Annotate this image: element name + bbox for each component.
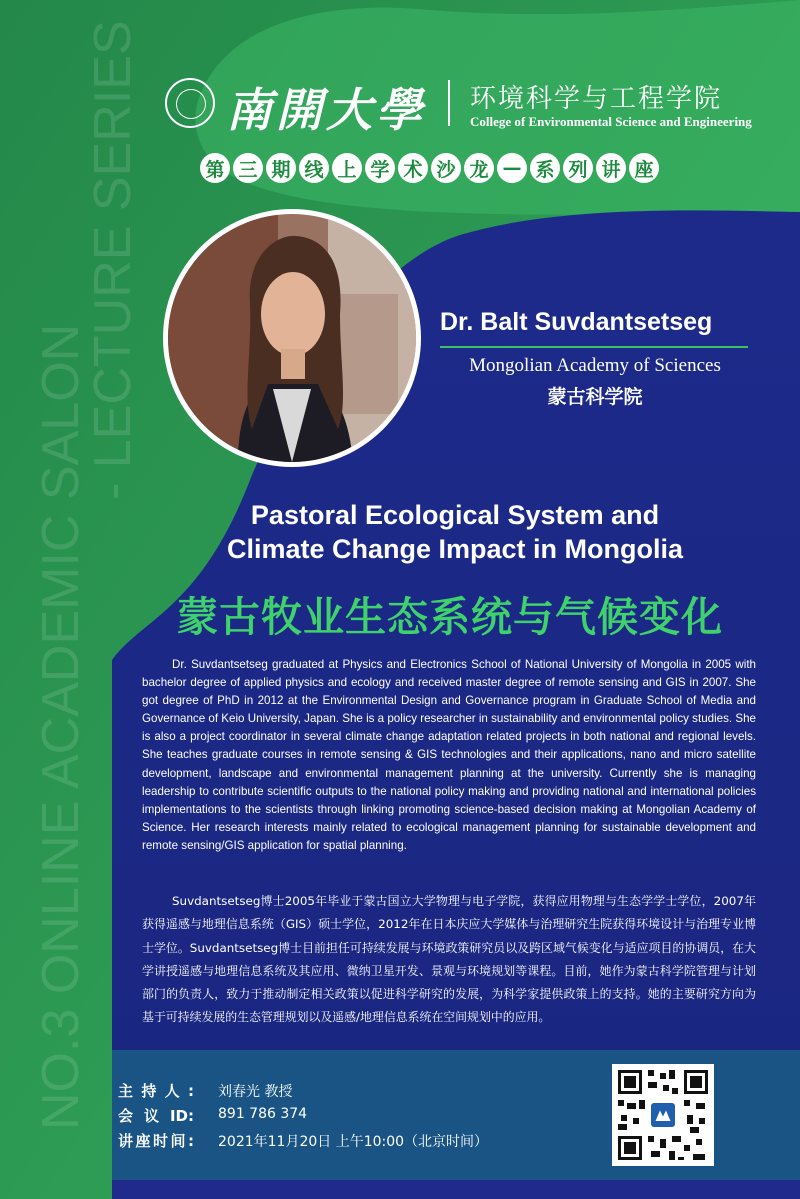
series-title-char: 龙	[464, 153, 494, 183]
university-seal-icon	[165, 78, 215, 128]
speaker-affiliation-en: Mongolian Academy of Sciences	[469, 355, 721, 376]
series-title-char: 期	[266, 153, 296, 183]
talk-title-en	[150, 498, 760, 566]
meeting-id-value: 891 786 374	[218, 1106, 308, 1122]
logo-divider	[448, 80, 450, 126]
university-name: 南開大學	[226, 83, 426, 137]
bio-chinese: Suvdantsetseg博士2005年毕业于蒙古国立大学物理与电子学院，获得应用物理与生态学学士学位，2007年获得遥感与地理信息系统（GIS）硕士学位，2012年在日本庆应大学媒体与治理研究生院获得环境设计与治理专业博士学位。Suvdantsetseg博士目前担任可持续发展与环境政策研究员以及跨区域气候变化与适应项目的协调员，在大学讲授遥感与地理信息系统及其应用、微纳卫星开发、景观与环境规划等课程。目前，她作为蒙古科学院管理与计划部门的负责人，致力于推动制定相关政策以促进科学研究的发展，为科学家提供政策上的支持。她的主要研究方向为基于可持续发展的生态管理规划以及遥感/地理信息系统在空间规划中的应用。	[142, 894, 756, 1025]
series-title-char: 讲	[596, 153, 626, 183]
host-label: 主持人:	[118, 1082, 194, 1100]
speaker-affiliation-cn: 蒙古科学院	[547, 386, 643, 408]
series-title-char: 学	[365, 153, 395, 183]
speaker-name: Dr. Balt Suvdantsetseg	[440, 308, 713, 336]
series-title-char: 线	[299, 153, 329, 183]
college-name-cn: 环境科学与工程学院	[470, 84, 723, 114]
time-value: 2021年11月20日 上午10:00（北京时间）	[218, 1134, 489, 1150]
name-divider	[440, 346, 748, 348]
talk-title-en-line1: Pastoral Ecological System and	[250, 500, 660, 530]
speaker-portrait-icon	[168, 214, 416, 462]
speaker-photo	[163, 209, 421, 467]
time-label: 讲座时间:	[118, 1132, 194, 1150]
qr-code-icon	[612, 1064, 714, 1166]
talk-title-cn: 蒙古牧业生态系统与气候变化	[177, 593, 723, 641]
series-title-char: 三	[233, 153, 263, 183]
talk-title-en-line2: Climate Change Impact in Mongolia	[226, 534, 684, 564]
series-title-char: 列	[563, 153, 593, 183]
host-value: 刘春光 教授	[218, 1084, 293, 1100]
series-title-char: 座	[629, 153, 659, 183]
series-title-char: 上	[332, 153, 362, 183]
series-title-char: —	[497, 153, 527, 183]
qr-code[interactable]	[612, 1064, 714, 1166]
college-name-en: College of Environmental Science and Engineering	[470, 114, 752, 129]
series-title	[200, 153, 659, 183]
bio-english: Dr. Suvdantsetseg graduated at Physics and Electronics School of National University of Mongolia in 2005 with bachelor degree of applied physics and ecology and received master degree of remote sensing and GIS in 2007. She got degree of PhD in 2012 at the Environmental Design and Governance program in Graduate School of Media and Governance of Keio University, Japan. She is a policy researcher in sustainability and environmental policy studies. She is also a project coordinator in several climate change adaptation related projects in both national and regional levels. She teaches graduate courses in remote sensing & GIS technologies and their applications, nano and micro satellite development, landscape and environmental management planning at the university. Currently she is managing leadership to contribute scientific outputs to the national policy making and providing national and international policies implementations to the scientists through linking promoting science-based decision making at Mongolian Academy of Science. Her research interests mainly related to ecological management planning for sustainable development and remote sensing/GIS application for spatial planning.	[142, 658, 756, 852]
series-title-char: 系	[530, 153, 560, 183]
series-title-char: 术	[398, 153, 428, 183]
series-title-char: 沙	[431, 153, 461, 183]
series-title-char: 第	[200, 153, 230, 183]
meeting-id-label: 会议ID:	[118, 1107, 194, 1125]
